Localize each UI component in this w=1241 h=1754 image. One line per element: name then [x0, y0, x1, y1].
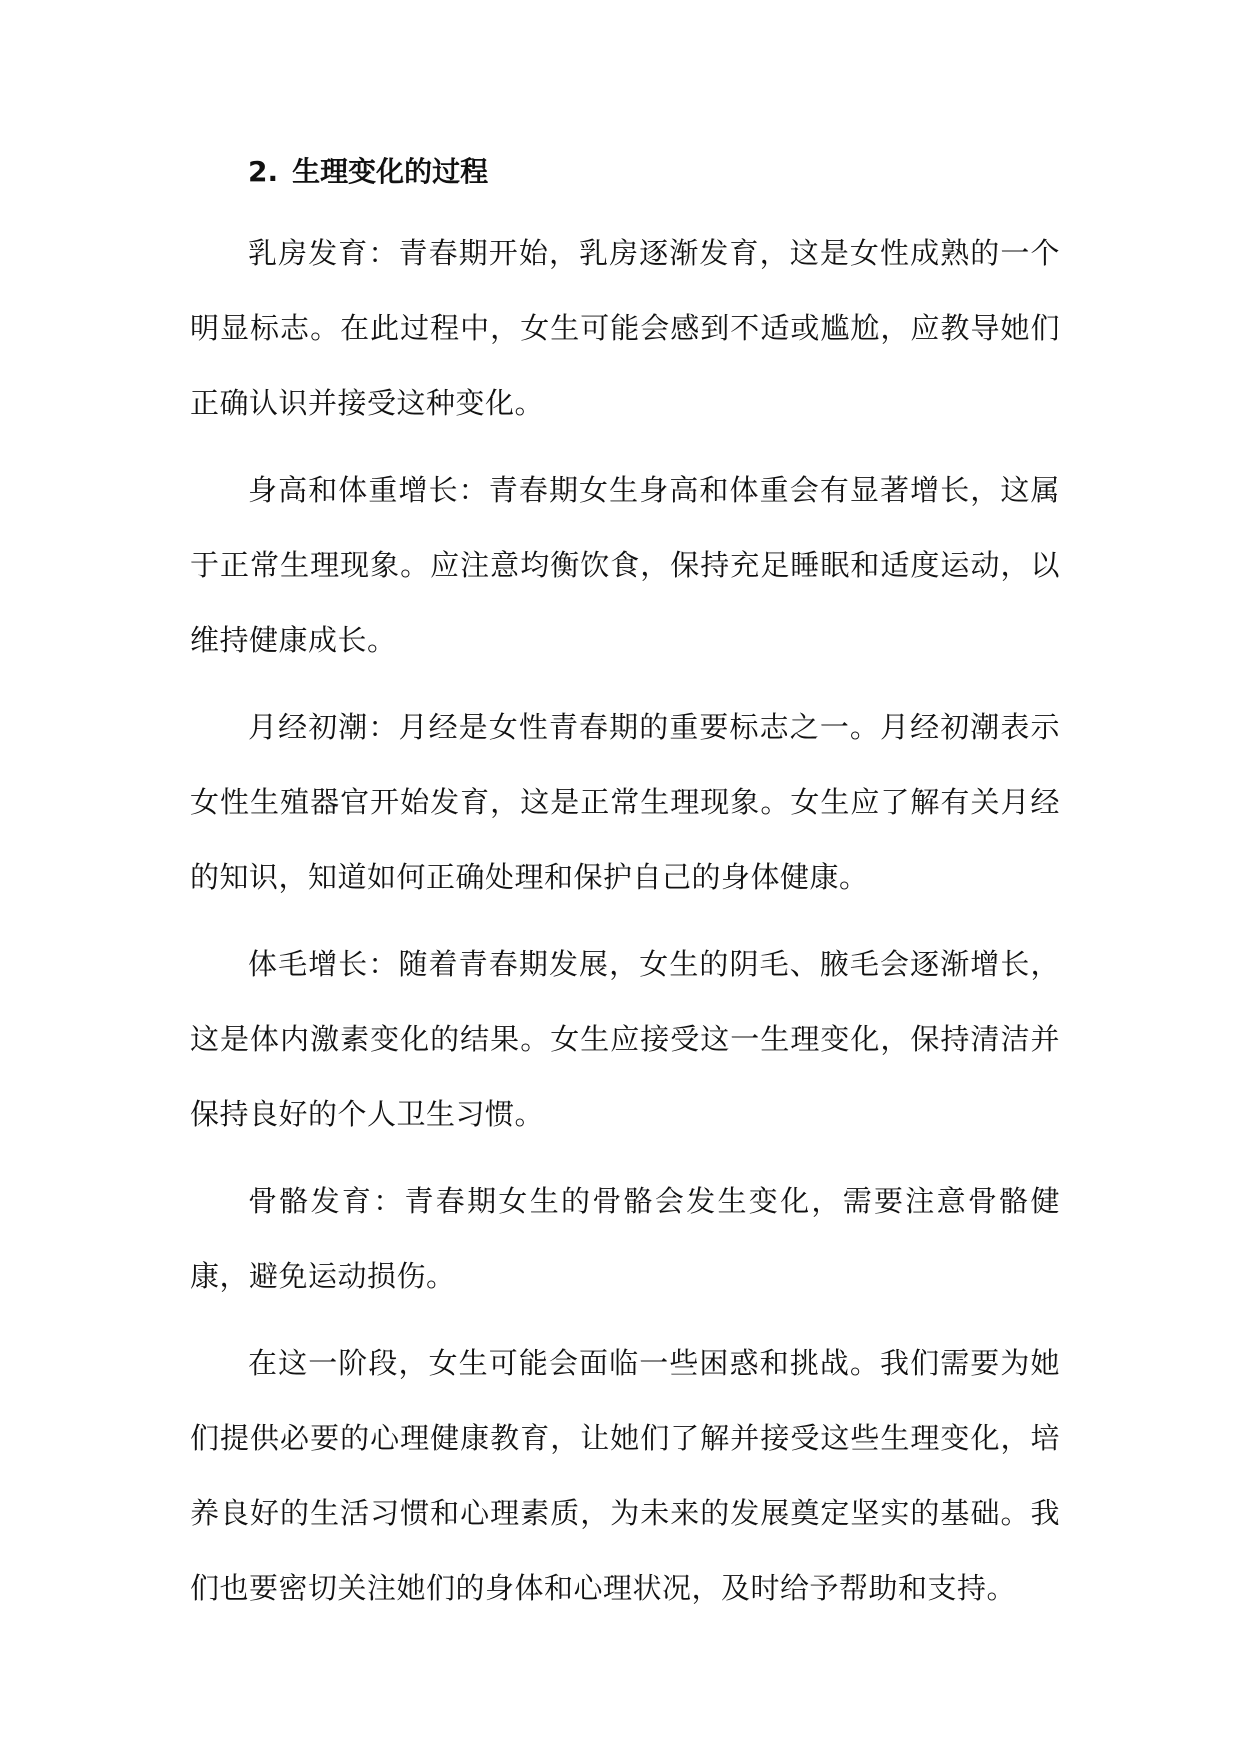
paragraph-conclusion: 在这一阶段，女生可能会面临一些困惑和挑战。我们需要为她们提供必要的心理健康教育，让她们了解并接受这些生理变化，培养良好的生活习惯和心理素质，为未来的发展奠定坚实的基础。我们也要密切关注她们的身体和心理状况，及时给予帮助和支持。: [190, 1346, 1060, 1605]
section-title: 生理变化的过程: [292, 155, 489, 188]
paragraph-bone-development: 骨骼发育：青春期女生的骨骼会发生变化，需要注意骨骼健康，避免运动损伤。: [190, 1184, 1060, 1293]
paragraph-menarche: 月经初潮：月经是女性青春期的重要标志之一。月经初潮表示女性生殖器官开始发育，这是正常生理现象。女生应了解有关月经的知识，知道如何正确处理和保护自己的身体健康。: [190, 710, 1060, 894]
section-number: 2.: [248, 155, 279, 188]
paragraph-breast-development: 乳房发育：青春期开始，乳房逐渐发育，这是女性成熟的一个明显标志。在此过程中，女生可能会感到不适或尴尬，应教导她们正确认识并接受这种变化。: [190, 236, 1060, 420]
paragraph-height-weight: 身高和体重增长：青春期女生身高和体重会有显著增长，这属于正常生理现象。应注意均衡饮食，保持充足睡眠和适度运动，以维持健康成长。: [190, 473, 1060, 657]
section-heading: [248, 140, 1060, 204]
document-body: [190, 140, 1060, 1638]
paragraph-body-hair: 体毛增长：随着青春期发展，女生的阴毛、腋毛会逐渐增长，这是体内激素变化的结果。女生应接受这一生理变化，保持清洁并保持良好的个人卫生习惯。: [190, 947, 1060, 1131]
